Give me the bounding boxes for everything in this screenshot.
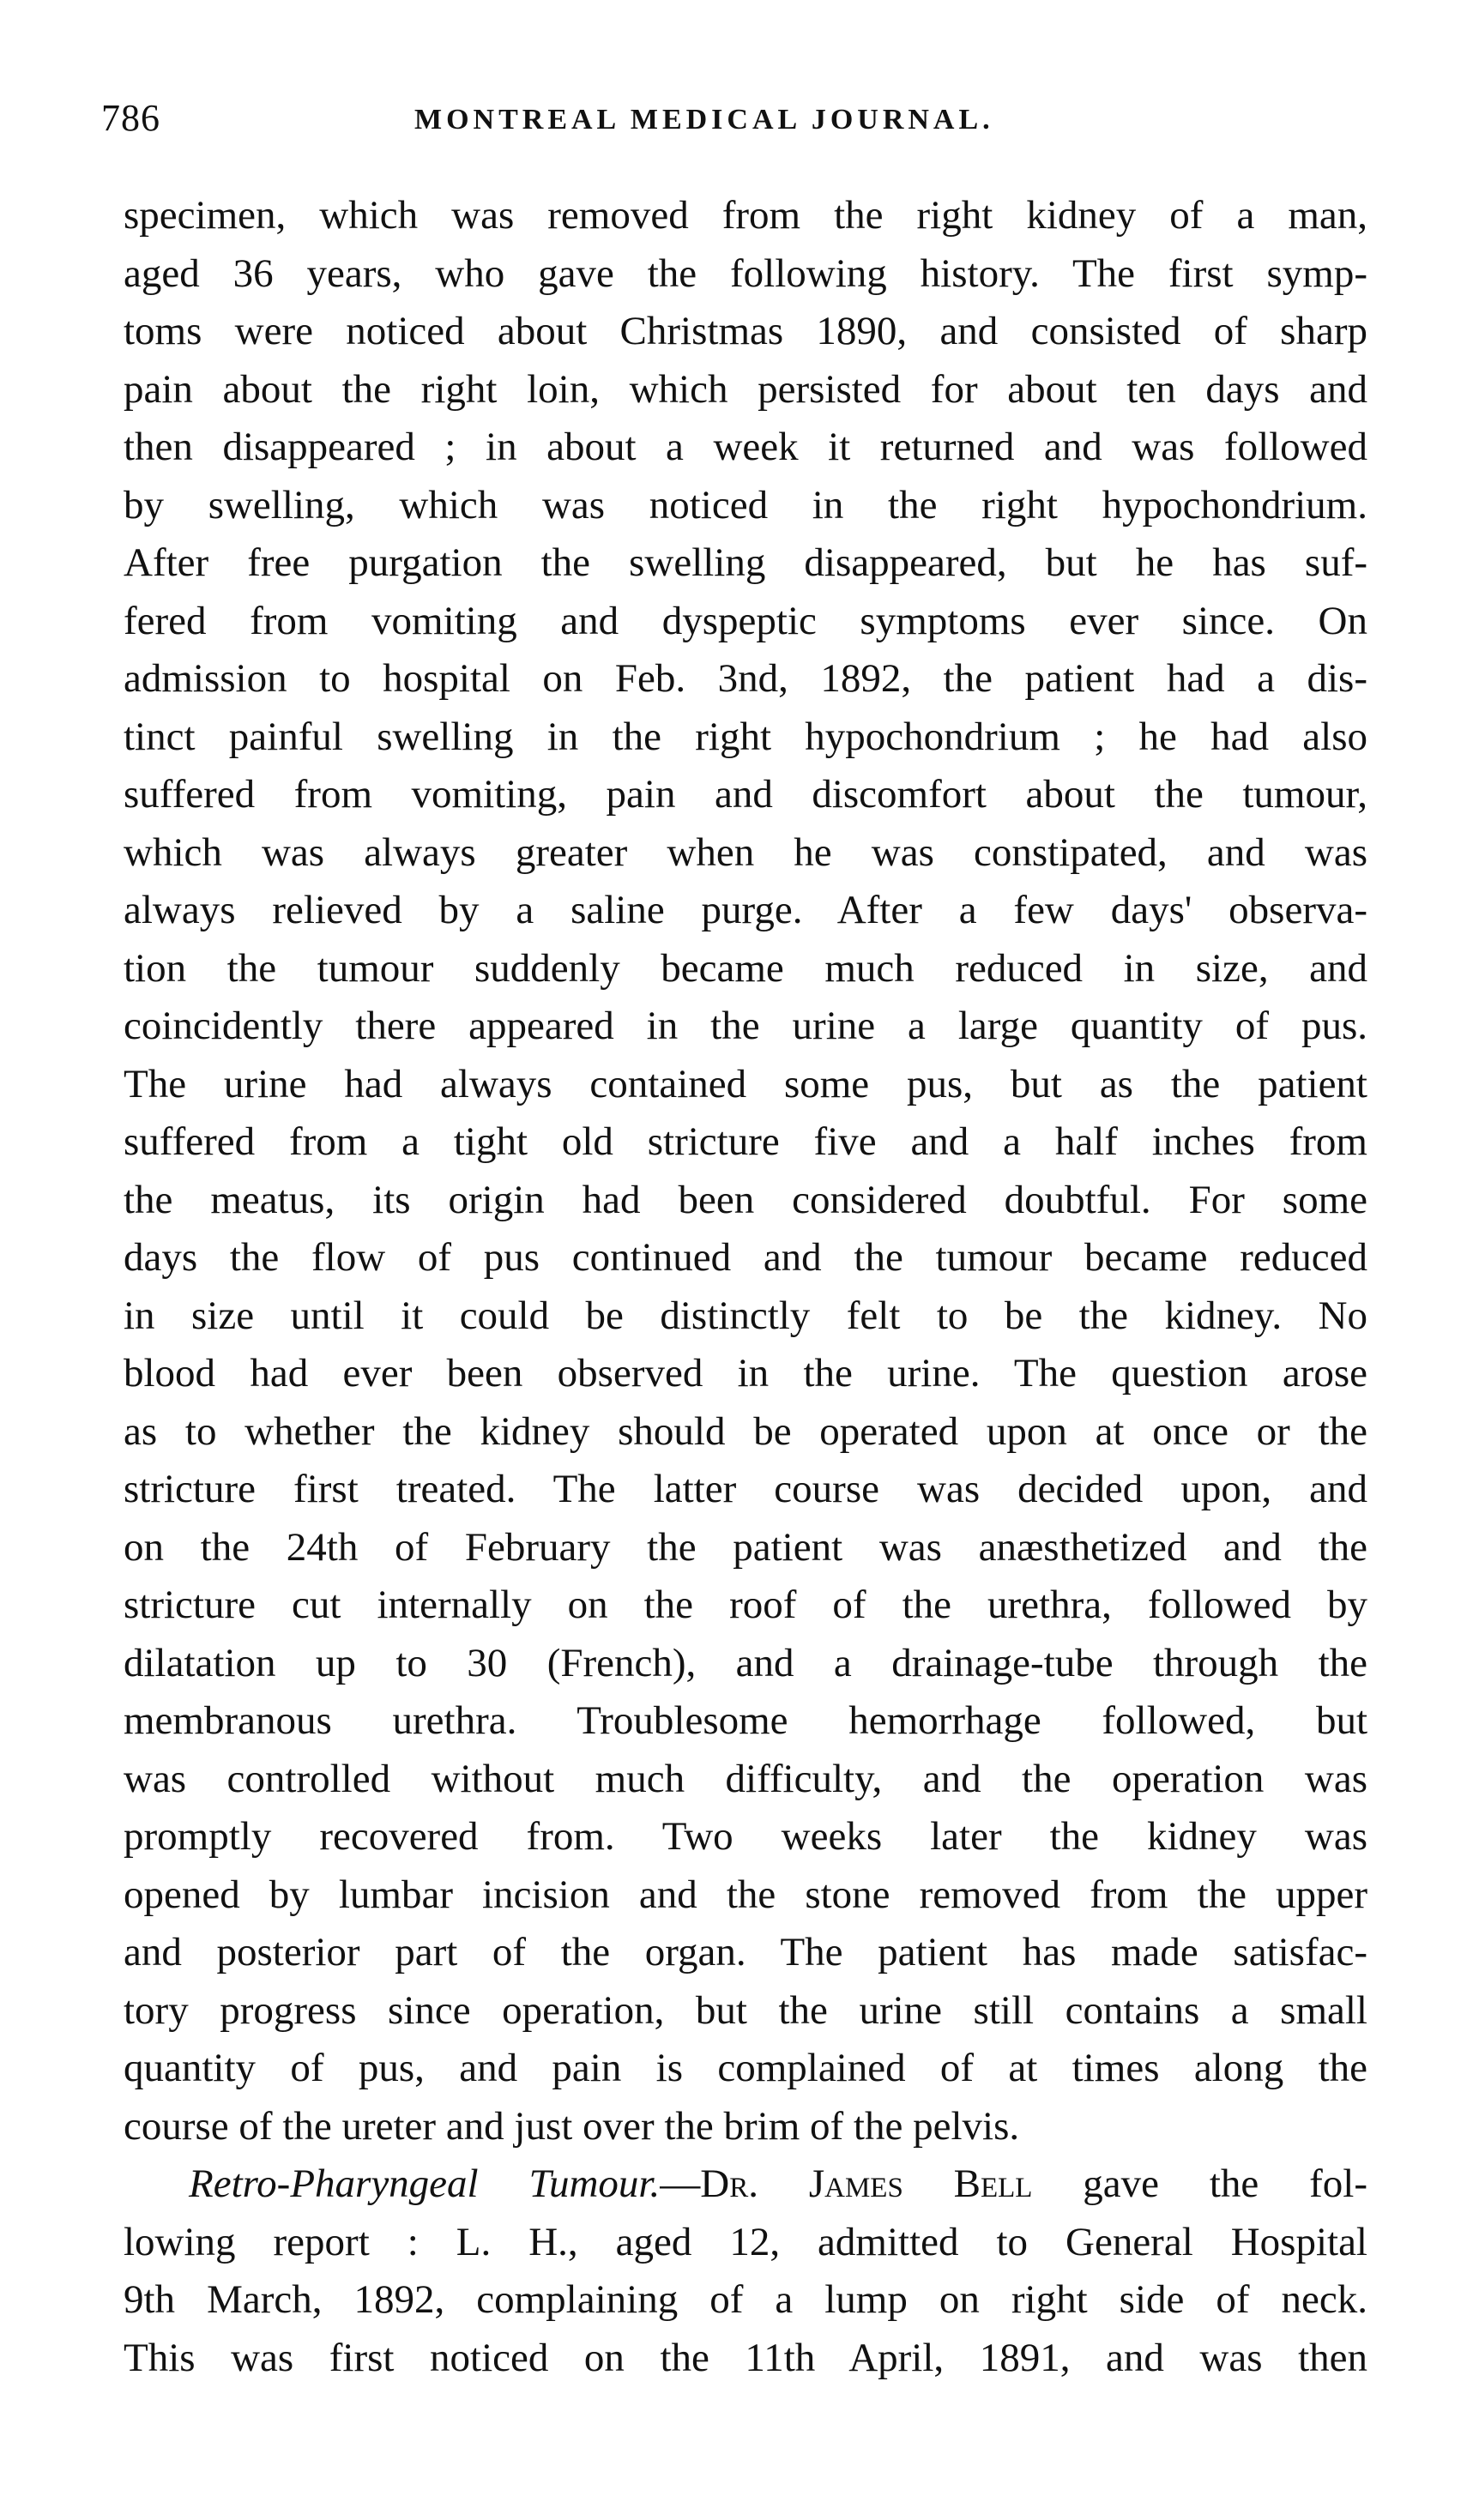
text-line: by swelling, which was noticed in the right hypochondrium. (124, 482, 1367, 528)
text-line: tory progress since operation, but the urine still contains a small (124, 1987, 1367, 2033)
text-line: toms were noticed about Christmas 1890, and consisted of sharp (124, 309, 1367, 353)
text-line: on the 24th of February the patient was anæsthetized and the (124, 1524, 1367, 1570)
text-line: admission to hospital on Feb. 3nd, 1892, the patient had a dis- (124, 656, 1367, 701)
paragraph-last-line: course of the ureter and just over the brim of the pelvis. (124, 2103, 1020, 2149)
text-line: suffered from vomiting, pain and discomfort about the tumour, (124, 772, 1367, 817)
text-line: membranous urethra. Troublesome hemorrhage followed, but (124, 1698, 1367, 1743)
text-line: blood had ever been observed in the urine. The question arose (124, 1351, 1367, 1396)
journal-title: MONTREAL MEDICAL JOURNAL. (414, 104, 994, 136)
text-line: pain about the right loin, which persisted for about ten days and (124, 366, 1367, 412)
text-line: opened by lumbar incision and the stone removed from the upper (124, 1872, 1367, 1917)
text-line: dilatation up to 30 (French), and a drainage-tube through the (124, 1640, 1367, 1685)
text-line: days the flow of pus continued and the tumour became reduced (124, 1235, 1367, 1280)
text-line: aged 36 years, who gave the following history. The first symp- (124, 250, 1367, 296)
section-first-line-rest: gave the fol- (1032, 2161, 1367, 2206)
text-line: which was always greater when he was constipated, and was (124, 829, 1367, 875)
running-head (101, 93, 1362, 144)
section-first-line (124, 2155, 1367, 2214)
text-line: quantity of pus, and pain is complained of at times along the (124, 2046, 1367, 2090)
text-line: After free purgation the swelling disappeared, but he has suf- (124, 540, 1367, 585)
text-line: This was first noticed on the 11th April, 1891, and was then (124, 2335, 1367, 2380)
text-line: stricture cut internally on the roof of the urethra, followed by (124, 1583, 1367, 1627)
section-heading: Retro-Pharyngeal Tumour. (189, 2161, 661, 2206)
text-line: suffered from a tight old stricture five and a half inches from (124, 1119, 1367, 1164)
speaker-name: Dr. James Bell (700, 2161, 1033, 2206)
text-line: tion the tumour suddenly became much reduced in size, and (124, 945, 1367, 991)
em-dash: — (660, 2161, 701, 2206)
text-line: stricture first treated. The latter course was decided upon, and (124, 1467, 1367, 1511)
text-line: and posterior part of the organ. The patient has made satisfac- (124, 1930, 1367, 1974)
text-line: tinct painful swelling in the right hypochondrium ; he had also (124, 714, 1367, 759)
text-line: in size until it could be distinctly felt to be the kidney. No (124, 1293, 1367, 1338)
text-line: as to whether the kidney should be operated upon at once or the (124, 1408, 1367, 1454)
text-line: promptly recovered from. Two weeks later the kidney was (124, 1814, 1367, 1859)
page-number: 786 (101, 97, 160, 139)
text-line: specimen, which was removed from the right kidney of a man, (124, 193, 1367, 238)
text-line: fered from vomiting and dyspeptic symptoms ever since. On (124, 598, 1367, 643)
text-line: was controlled without much difficulty, and the operation was (124, 1756, 1367, 1801)
text-line: lowing report : L. H., aged 12, admitted to General Hospital (124, 2219, 1367, 2264)
body-text (124, 187, 1367, 2387)
text-line: the meatus, its origin had been considered doubtful. For some (124, 1177, 1367, 1222)
text-line: then disappeared ; in about a week it returned and was followed (124, 425, 1367, 469)
text-line: 9th March, 1892, complaining of a lump on right side of neck. (124, 2277, 1367, 2322)
text-line: always relieved by a saline purge. After a few days' observa- (124, 888, 1367, 932)
text-line: coincidently there appeared in the urine a large quantity of pus. (124, 1004, 1367, 1048)
text-line: The urine had always contained some pus, but as the patient (124, 1061, 1367, 1106)
